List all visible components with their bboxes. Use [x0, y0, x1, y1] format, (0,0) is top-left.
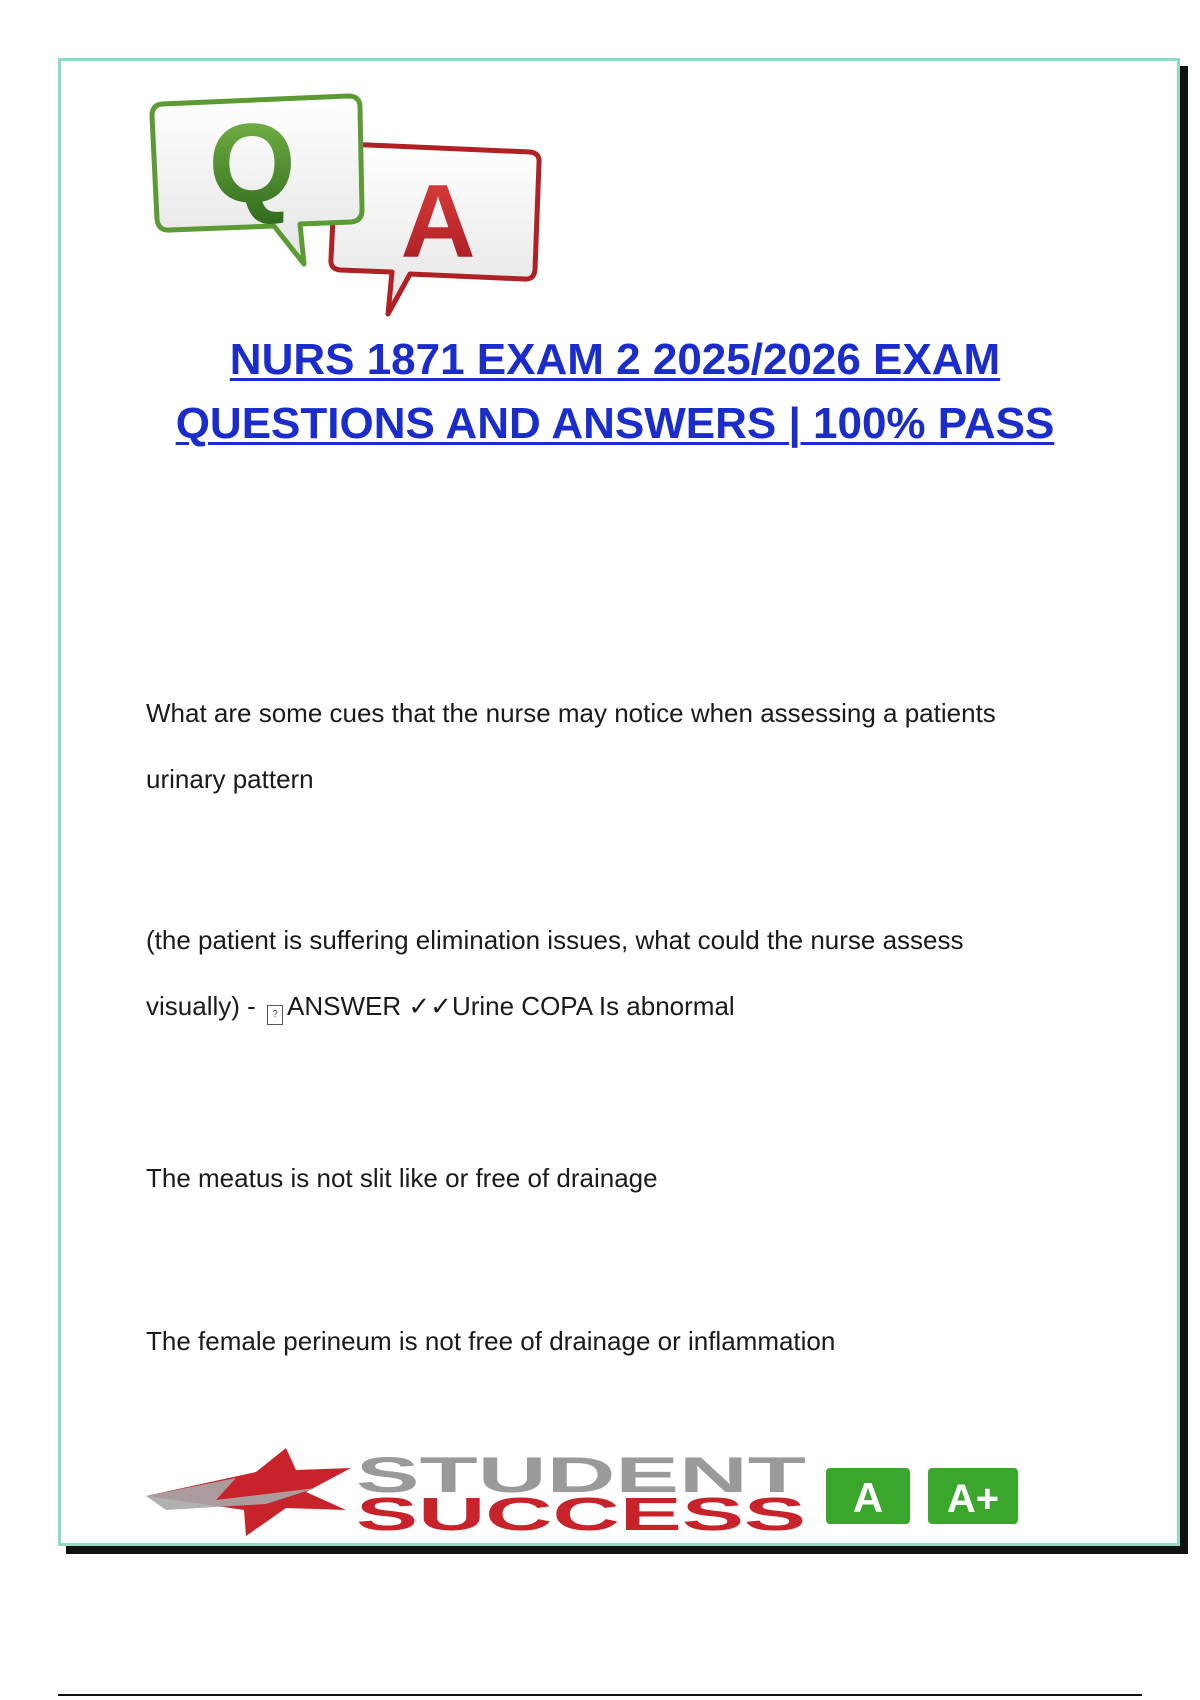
badge-a-plus	[928, 1468, 1018, 1524]
document-title: NURS 1871 EXAM 2 2025/2026 EXAM QUESTIONS AND ANSWERS | 100% PASS	[175, 335, 1055, 448]
a-letter: A	[400, 164, 476, 280]
badge-a	[826, 1468, 910, 1524]
svg-text:A+: A+	[946, 1477, 1000, 1521]
answer-item-meatus: The meatus is not slit like or free of drainage	[146, 1163, 658, 1193]
svg-text:A: A	[852, 1474, 884, 1521]
question-line-1: What are some cues that the nurse may notice when assessing a patients	[146, 698, 996, 728]
question-line-2: urinary pattern	[146, 764, 314, 794]
clarifier-line-2: visually) -	[146, 991, 256, 1021]
answer-text: ANSWER ✓✓Urine COPA Is abnormal	[287, 991, 735, 1021]
qa-logo	[148, 92, 548, 327]
brand-line-student: STUDENT	[356, 1448, 806, 1503]
brand-line-success: SUCCESS	[356, 1488, 806, 1538]
page-bottom-rule	[58, 1694, 1142, 1696]
clarifier-line-1: (the patient is suffering elimination issues, what could the nurse assess	[146, 925, 964, 955]
star-swoosh-icon	[146, 1448, 351, 1536]
answer-item-perineum: The female perineum is not free of drainage or inflammation	[146, 1326, 836, 1356]
q-letter: Q	[208, 101, 296, 226]
clarifier-answer-text	[146, 907, 1106, 1039]
student-success-logo	[146, 1448, 1086, 1538]
question-text	[146, 680, 1106, 812]
missing-glyph-icon: ?	[267, 1005, 283, 1025]
